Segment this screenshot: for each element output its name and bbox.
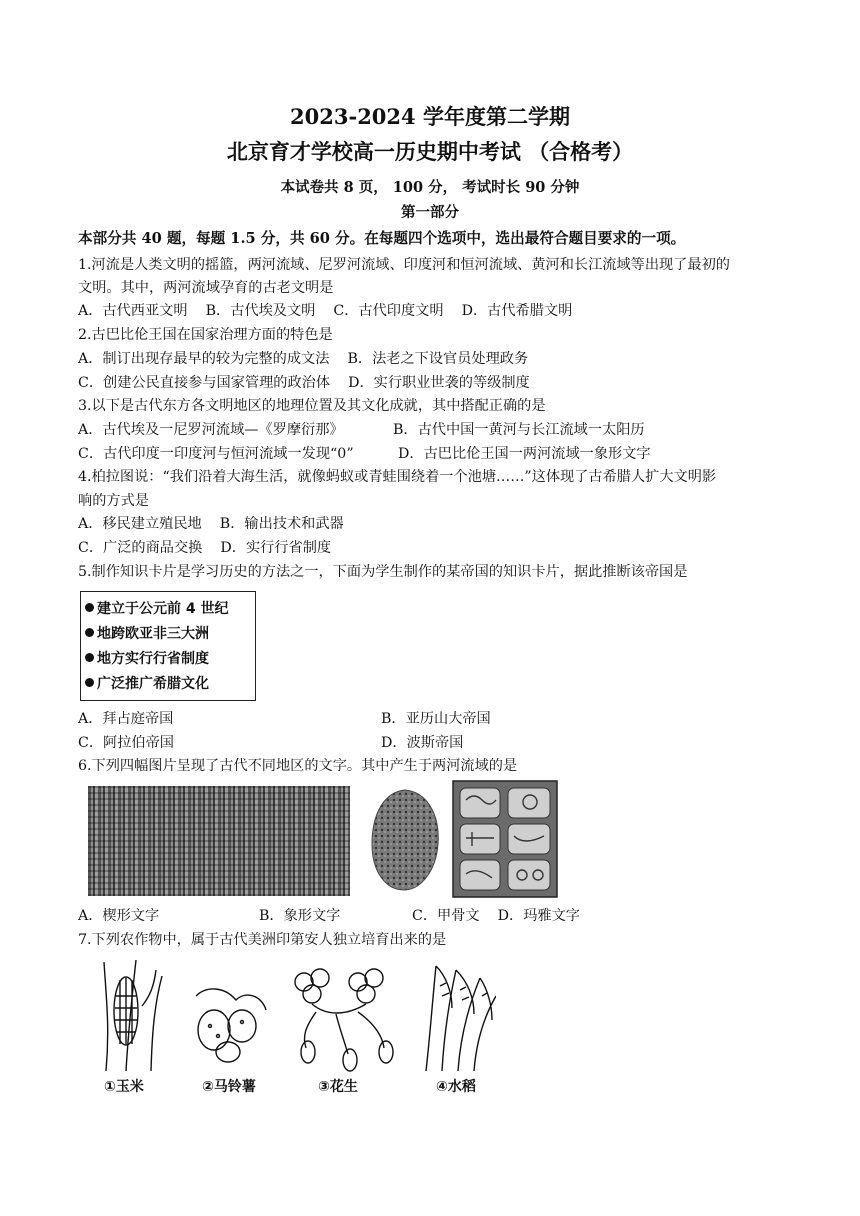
q2-options-ab: A．制订出现存最早的较为完整的成文法 B．法老之下设官员处理政务: [78, 351, 529, 367]
q5-option-d: D．波斯帝国: [381, 735, 464, 751]
potato-drawing: [196, 989, 266, 1062]
part-instructions: 本部分共 40 题，每题 1.5 分，共 60 分。在每题四个选项中，选出最符合题目要求的一项。: [78, 230, 686, 247]
rice-drawing: [426, 966, 496, 1071]
q6-options-cd: C．甲骨文 D．玛雅文字: [412, 908, 580, 924]
bullet-icon: [85, 653, 94, 662]
glyph-panel-image: [452, 780, 558, 898]
q2-stem: 2.古巴比伦王国在国家治理方面的特色是: [78, 327, 333, 343]
card-item: 广泛推广希腊文化: [85, 670, 251, 695]
q1-options: A．古代西亚文明 B．古代埃及文明 C．古代印度文明 D．古代希腊文明: [78, 303, 573, 319]
crop-label-corn: ①玉米: [104, 1079, 144, 1095]
peanut-drawing: [295, 969, 393, 1071]
q6-option-b: B．象形文字: [259, 908, 341, 924]
q3-option-c: C．古代印度一印度河与恒河流域一发现“0”: [78, 446, 354, 462]
crops-illustration: [96, 956, 496, 1076]
knowledge-card: [80, 591, 256, 701]
q6-stem: 6.下列四幅图片呈现了古代不同地区的文字。其中产生于两河流域的是: [78, 758, 518, 774]
q3-option-b: B．古代中国一黄河与长江流域一太阳历: [393, 422, 645, 438]
q1-stem-line2: 文明。其中，两河流域孕育的古老文明是: [78, 280, 334, 296]
card-item: 地跨欧亚非三大洲: [85, 620, 251, 645]
q1-stem-line1: 1.河流是人类文明的摇篮，两河流域、尼罗河流域、印度河和恒河流域、黄河和长江流域等出现了最初的: [78, 257, 730, 273]
year-term-title: 2023-2024 学年度第二学期: [290, 104, 570, 129]
q4-options-cd: C．广泛的商品交换 D．实行行省制度: [78, 540, 332, 556]
oracle-bone-image: [368, 786, 442, 894]
card-item: 建立于公元前 4 世纪: [85, 595, 251, 620]
q5-option-a: A．拜占庭帝国: [78, 711, 174, 727]
q3-stem: 3.以下是古代东方各文明地区的地理位置及其文化成就，其中搭配正确的是: [78, 398, 546, 414]
q5-stem: 5.制作知识卡片是学习历史的方法之一，下面为学生制作的某帝国的知识卡片，据此推断该帝国是: [78, 564, 688, 580]
q7-stem: 7.下列农作物中，属于古代美洲印第安人独立培育出来的是: [78, 932, 447, 948]
q3-option-d: D．古巴比伦王国一两河流域一象形文字: [398, 446, 651, 462]
crop-label-peanut: ③花生: [318, 1079, 358, 1095]
q6-option-a: A．楔形文字: [78, 908, 160, 924]
part-title: 第一部分: [401, 204, 459, 221]
q5-option-b: B．亚历山大帝国: [381, 711, 491, 727]
q4-stem-line1: 4.柏拉图说：“我们沿着大海生活，就像蚂蚁或青蛙围绕着一个池塘……”这体现了古希腊人扩大文明影: [78, 469, 717, 485]
corn-drawing: [104, 960, 162, 1071]
card-item: 地方实行行省制度: [85, 645, 251, 670]
exam-info: 本试卷共 8 页， 100 分， 考试时长 90 分钟: [280, 179, 580, 196]
crop-label-potato: ②马铃薯: [202, 1079, 256, 1095]
crop-label-rice: ④水稻: [436, 1079, 476, 1095]
q2-options-cd: C．创建公民直接参与国家管理的政治体 D．实行职业世袭的等级制度: [78, 375, 530, 391]
q5-option-c: C．阿拉伯帝国: [78, 735, 174, 751]
q4-options-ab: A．移民建立殖民地 B．输出技术和武器: [78, 516, 344, 532]
cuneiform-tablet-image: [88, 786, 350, 896]
bullet-icon: [85, 603, 94, 612]
bullet-icon: [85, 678, 94, 687]
q3-option-a: A．古代埃及一尼罗河流域—《罗摩衍那》: [78, 422, 344, 438]
q4-stem-line2: 响的方式是: [78, 493, 149, 509]
bullet-icon: [85, 628, 94, 637]
exam-title: 北京育才学校高一历史期中考试 （合格考）: [226, 139, 634, 164]
